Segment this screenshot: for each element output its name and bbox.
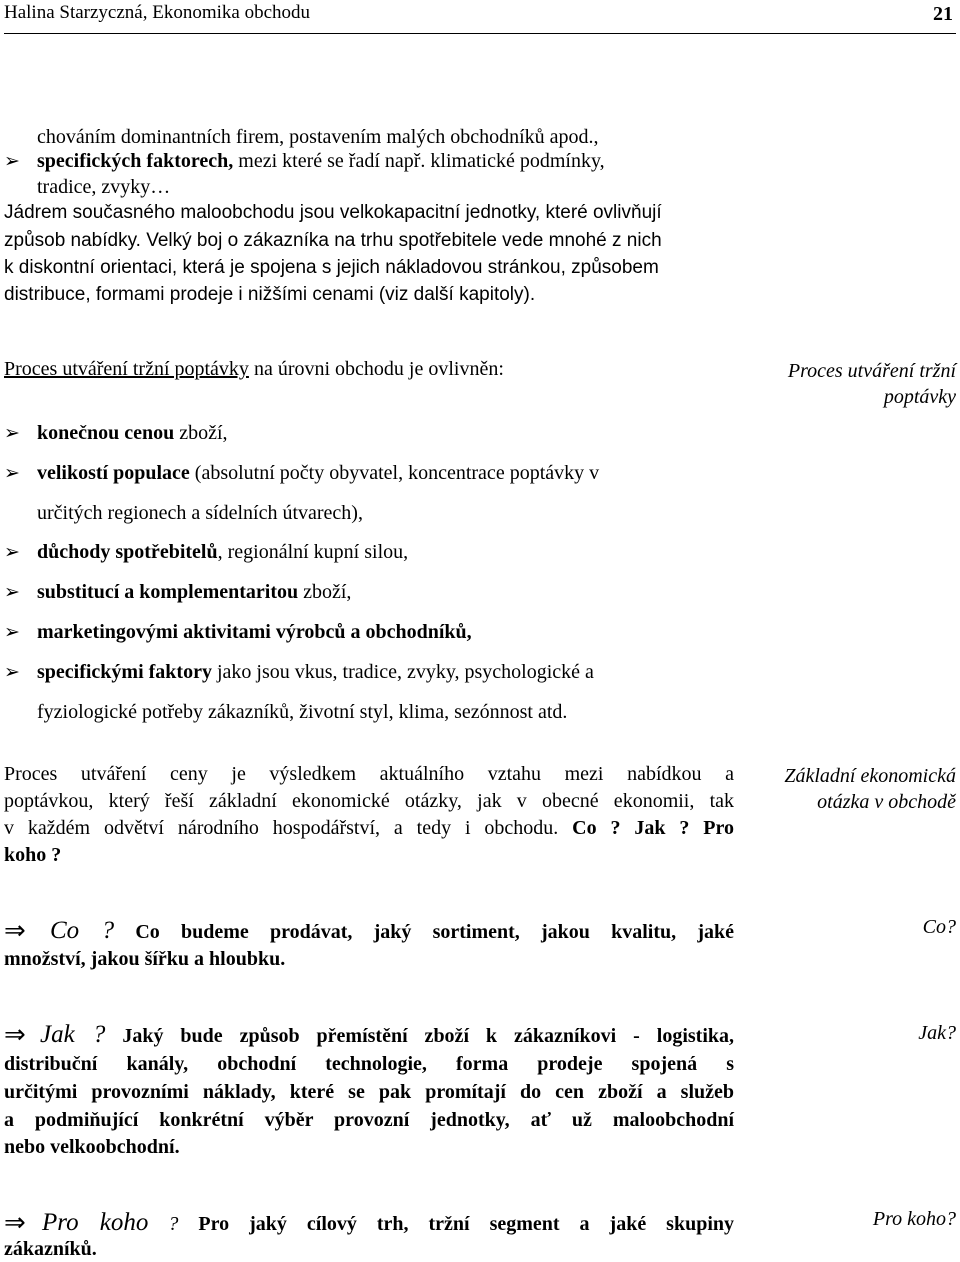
double-arrow-icon: ⇒: [4, 1208, 26, 1238]
question-prokoho-line-2: zákazníků.: [4, 1238, 97, 1260]
page-header: [4, 0, 956, 34]
question-jak-line-5: nebo velkoobchodní.: [4, 1136, 180, 1158]
margin-note-jak: Jak?: [918, 1022, 956, 1044]
bullet-arrow-icon: ➢: [4, 581, 20, 603]
question-jak-line-1: Jak ? Jaký bude způsob přemístění zboží k zákazníkovi - logistika,: [40, 1021, 734, 1048]
demand-bullet-6-cont: fyziologické potřeby zákazníků, životní styl, klima, sezónnost atd.: [37, 701, 568, 723]
bullet-arrow-icon: ➢: [4, 621, 20, 643]
header-author-title: Halina Starzyczná, Ekonomika obchodu: [4, 2, 311, 23]
question-jak-line-4: a podmiňující konkrétní výběr provozní jednotky, ať už maloobchodní: [4, 1109, 734, 1131]
question-jak-line-3: určitými provozními náklady, které se pak promítají do cen zboží a služeb: [4, 1081, 734, 1103]
question-co-line-2: množství, jakou šířku a hloubku.: [4, 948, 286, 970]
bullet-arrow-icon: ➢: [4, 150, 20, 172]
question-prokoho-line-1: Pro koho ? Pro jaký cílový trh, tržní segment a jaké skupiny: [42, 1209, 735, 1236]
top-line-3: tradice, zvyky…: [37, 176, 171, 198]
top-line-4: Jádrem současného maloobchodu jsou velkokapacitní jednotky, které ovlivňují: [4, 202, 662, 223]
margin-note-co: Co?: [922, 916, 956, 938]
page-number: 21: [933, 3, 953, 25]
top-line-1: chováním dominantních firem, postavením malých obchodníků apod.,: [37, 126, 599, 148]
demand-bullet-3: důchody spotřebitelů, regionální kupní silou,: [37, 541, 409, 563]
margin-note-prokoho: Pro koho?: [872, 1208, 956, 1230]
question-co-line-1: Co ? Co budeme prodávat, jaký sortiment, jakou kvalitu, jaké: [50, 917, 734, 944]
bullet-arrow-icon: ➢: [4, 541, 20, 563]
demand-bullet-2-cont: určitých regionech a sídelních útvarech),: [37, 502, 363, 524]
top-line-7: distribuce, formami prodeje i nižšími cenami (viz další kapitoly).: [4, 284, 536, 305]
bullet-arrow-icon: ➢: [4, 661, 20, 683]
demand-intro: Proces utváření tržní poptávky na úrovni obchodu je ovlivněn:: [4, 358, 504, 380]
top-line-2: specifických faktorech, mezi které se řadí např. klimatické podmínky,: [37, 150, 605, 172]
price-line-4: koho ?: [4, 844, 62, 866]
margin-note-price: Základní ekonomická otázka v obchodě: [784, 765, 956, 813]
demand-bullet-5: marketingovými aktivitami výrobců a obchodníků,: [37, 621, 472, 643]
top-line-5: způsob nabídky. Velký boj o zákazníka na trhu spotřebitele vede mnohé z nich: [4, 230, 662, 251]
demand-bullet-2: velikostí populace (absolutní počty obyvatel, koncentrace poptávky v: [37, 462, 600, 484]
question-jak-line-2: distribuční kanály, obchodní technologie, forma prodeje spojená s: [4, 1053, 734, 1075]
top-line-6: k diskontní orientaci, která je spojena s jejich nákladovou stránkou, způsobem: [4, 257, 659, 278]
demand-bullet-6: specifickými faktory jako jsou vkus, tradice, zvyky, psychologické a: [37, 661, 594, 683]
bullet-arrow-icon: ➢: [4, 462, 20, 484]
bullet-arrow-icon: ➢: [4, 422, 20, 444]
price-line-2: poptávkou, který řeší základní ekonomické otázky, jak v obecné ekonomii, tak: [4, 790, 734, 812]
price-line-1: Proces utváření ceny je výsledkem aktuálního vztahu mezi nabídkou a: [4, 763, 734, 785]
price-line-3: v každém odvětví národního hospodářství, a tedy i obchodu. Co ? Jak ? Pro: [4, 817, 734, 839]
double-arrow-icon: ⇒: [4, 1020, 26, 1050]
demand-bullet-4: substitucí a komplementaritou zboží,: [37, 581, 352, 603]
demand-bullet-1: konečnou cenou zboží,: [37, 422, 228, 444]
margin-note-demand: Proces utváření tržní poptávky: [787, 360, 956, 408]
double-arrow-icon: ⇒: [4, 916, 26, 946]
